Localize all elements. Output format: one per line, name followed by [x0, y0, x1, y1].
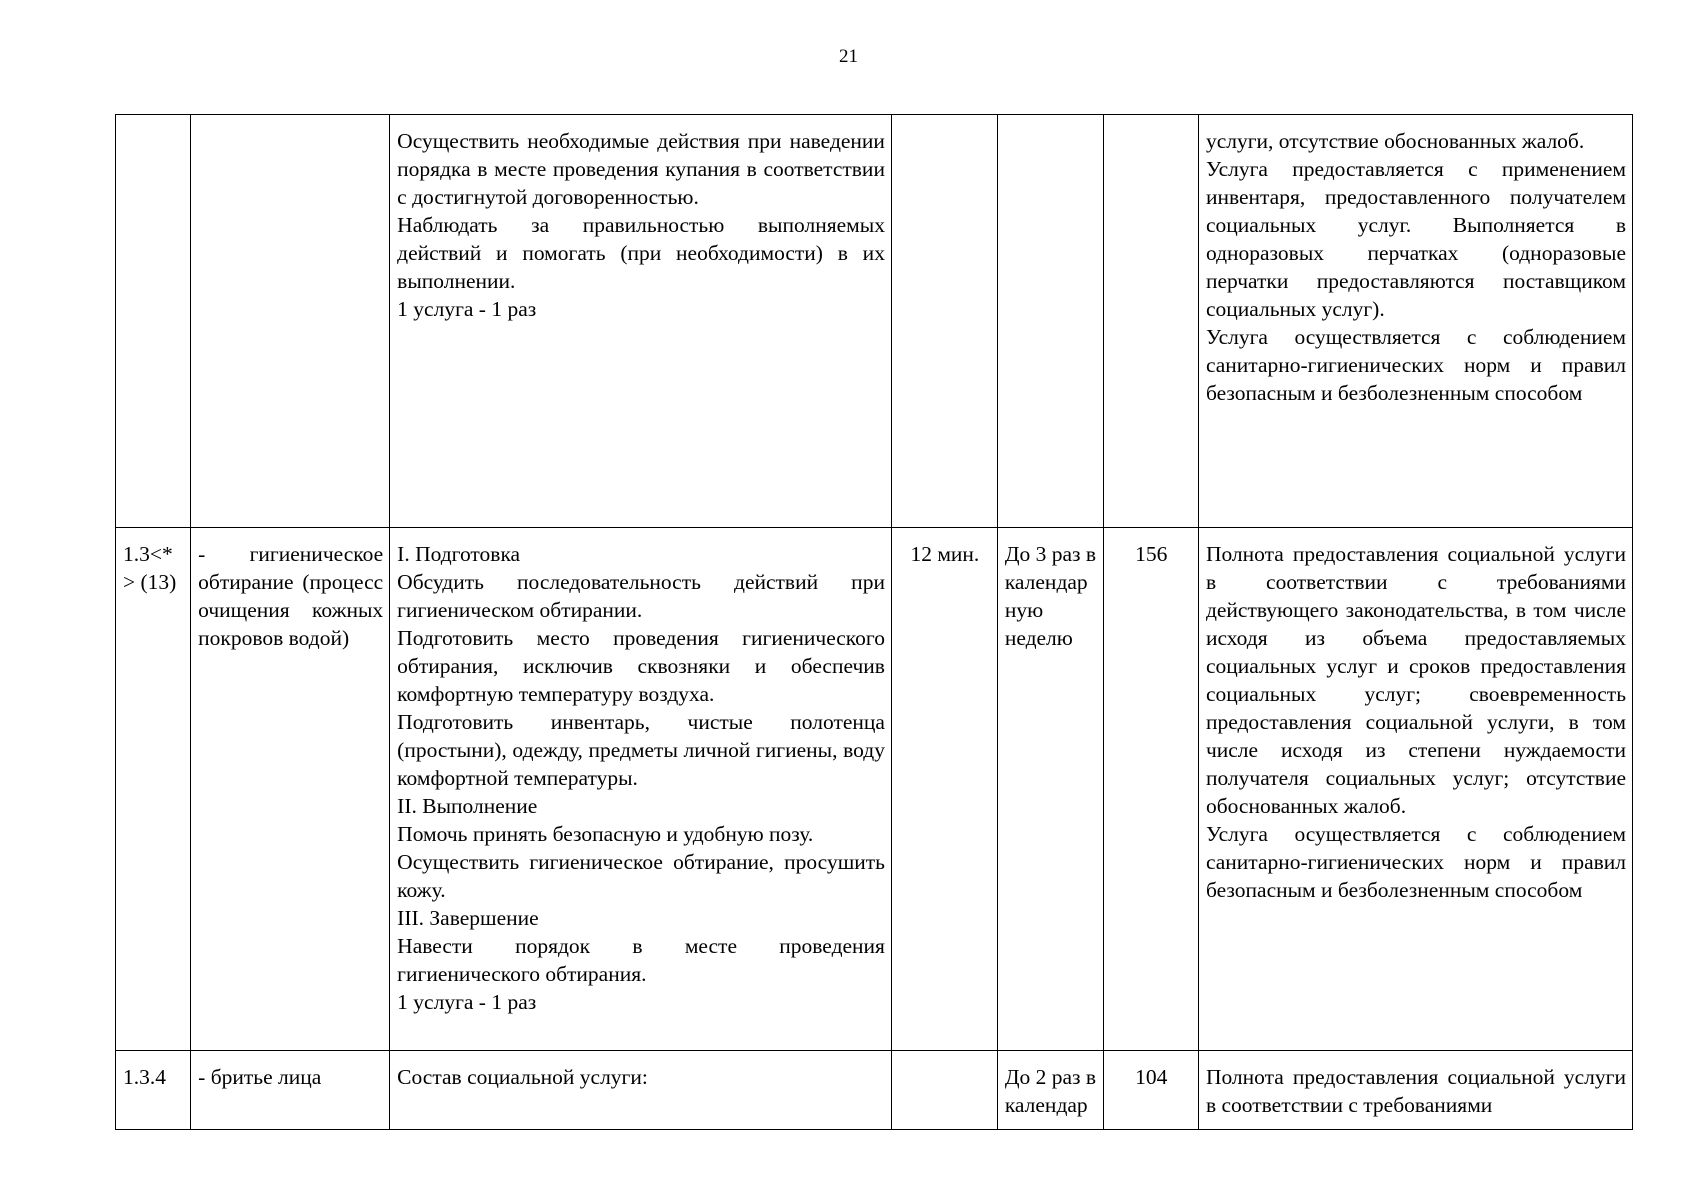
- description-paragraph: Помочь принять безопасную и удобную позу.: [397, 822, 814, 846]
- description-paragraph: III. Завершение: [397, 906, 539, 930]
- cell-frequency: [997, 115, 1103, 528]
- quality-paragraph: Услуга осуществляется с соблюдением санитарно-гигиенических норм и правил безопасным и безболезненным способом: [1205, 822, 1626, 902]
- description-paragraph: Состав социальной услуги:: [397, 1065, 648, 1089]
- description-paragraph: Осуществить необходимые действия при наведении порядка в месте проведения купания в соответствии с достигнутой договоренностью.: [397, 129, 885, 209]
- cell-number: 1.3.4: [116, 1051, 191, 1130]
- cell-quality: [1198, 528, 1632, 1051]
- cell-service-name: [191, 115, 390, 528]
- table-row: [116, 115, 1633, 528]
- description-paragraph: I. Подготовка: [397, 542, 521, 566]
- description-paragraph: Обсудить последовательность действий при гигиеническом обтирании.: [397, 570, 885, 622]
- cell-frequency: До 2 раз в календар: [997, 1051, 1103, 1130]
- description-paragraph: Подготовить инвентарь, чистые полотенца (простыни), одежду, предметы личной гигиены, воду комфортной температуры.: [397, 710, 885, 790]
- cell-service-name: - бритье лица: [191, 1051, 390, 1130]
- quality-paragraph: услуги, отсутствие обоснованных жалоб.: [1205, 129, 1585, 153]
- quality-paragraph: Услуга осуществляется с соблюдением санитарно-гигиенических норм и правил безопасным и безболезненным способом: [1205, 325, 1626, 405]
- cell-frequency: До 3 раз в календарную неделю: [997, 528, 1103, 1051]
- description-paragraph: Наблюдать за правильностью выполняемых действий и помогать (при необходимости) в их выполнении.: [397, 213, 885, 293]
- cell-service-name: - гигиеническое обтирание (процесс очищения кожных покровов водой): [191, 528, 390, 1051]
- description-paragraph: Осуществить гигиеническое обтирание, просушить кожу.: [397, 850, 885, 902]
- description-paragraph: 1 услуга - 1 раз: [397, 297, 537, 321]
- cell-description: [390, 528, 892, 1051]
- cell-time: [891, 115, 997, 528]
- table-row: [116, 1051, 1633, 1130]
- cell-description: [390, 1051, 892, 1130]
- description-paragraph: II. Выполнение: [397, 794, 538, 818]
- page-number: 21: [839, 46, 858, 67]
- cell-quality: [1198, 115, 1632, 528]
- description-paragraph: Навести порядок в месте проведения гигиенического обтирания.: [397, 934, 885, 986]
- cell-price: 104: [1103, 1051, 1198, 1130]
- cell-time: 12 мин.: [891, 528, 997, 1051]
- description-paragraph: 1 услуга - 1 раз: [397, 990, 537, 1014]
- quality-paragraph: Полнота предоставления социальной услуги в соответствии с требованиями действующего законодательства, в том числе исходя из объема предоставляемых социальных услуг и сроков предоставления социальных услуг; своевременность предоставления социальной услуги, в том числе исходя из степени нуждаемости получателя социальных услуг; отсутствие обоснованных жалоб.: [1205, 542, 1626, 818]
- cell-price: 156: [1103, 528, 1198, 1051]
- description-paragraph: Подготовить место проведения гигиенического обтирания, исключив сквозняки и обеспечив комфортную температуру воздуха.: [397, 626, 885, 706]
- quality-paragraph: Услуга предоставляется с применением инвентаря, предоставленного получателем социальных услуг. Выполняется в одноразовых перчатках (одноразовые перчатки предоставляются поставщиком социальных услуг).: [1205, 157, 1626, 321]
- cell-description: [390, 115, 892, 528]
- cell-quality: [1198, 1051, 1632, 1130]
- table-row: [116, 528, 1633, 1051]
- cell-number: [116, 115, 191, 528]
- cell-price: [1103, 115, 1198, 528]
- quality-paragraph: Полнота предоставления социальной услуги в соответствии с требованиями: [1205, 1065, 1626, 1117]
- cell-number: 1.3<*> (13): [116, 528, 191, 1051]
- services-table: [115, 114, 1633, 1130]
- cell-time: [891, 1051, 997, 1130]
